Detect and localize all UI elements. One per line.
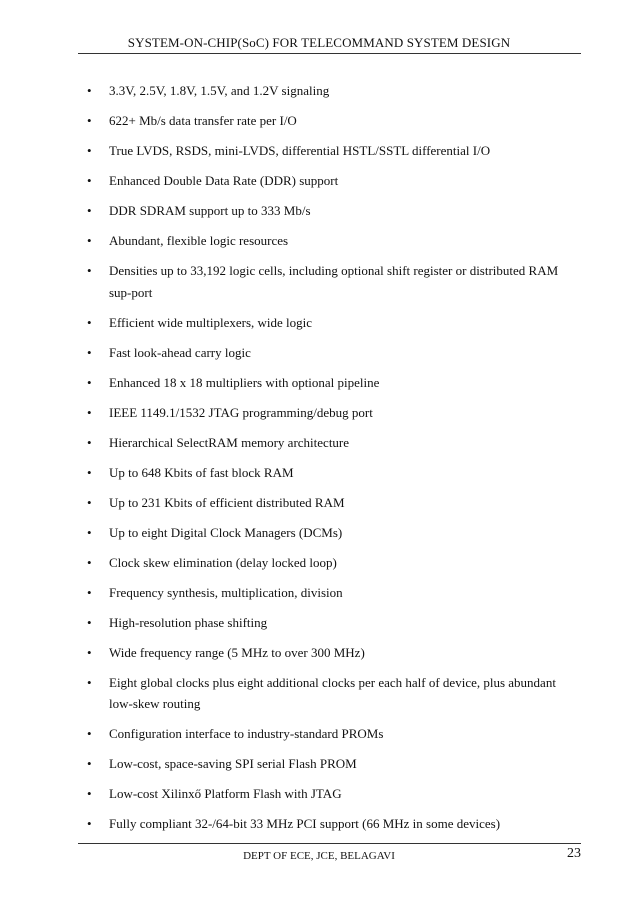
page-number: 23: [567, 846, 581, 861]
bullet-icon: •: [87, 344, 92, 360]
list-item-text: Fast look-ahead carry logic: [109, 344, 251, 360]
list-item-text: Low-cost Xilinxő Platform Flash with JTAG: [109, 786, 342, 801]
list-item: [78, 432, 581, 454]
list-item-text: IEEE 1149.1/1532 JTAG programming/debug port: [109, 404, 373, 420]
list-item: [78, 813, 581, 835]
list-item: [78, 672, 581, 715]
list-item: [78, 753, 581, 775]
bullet-icon: •: [87, 173, 92, 188]
bullet-icon: •: [87, 464, 92, 480]
bullet-icon: •: [87, 143, 92, 158]
list-item-text: High-resolution phase shifting: [109, 614, 268, 630]
list-item: [78, 170, 581, 192]
list-item-text: 3.3V, 2.5V, 1.8V, 1.5V, and 1.2V signaling: [109, 83, 330, 98]
list-item-text: Clock skew elimination (delay locked loop): [109, 554, 337, 570]
bullet-icon: •: [87, 233, 92, 248]
list-item-text: Densities up to 33,192 logic cells, including optional shift register or distributed RAM sup-port: [109, 263, 559, 300]
list-item-text: Wide frequency range (5 MHz to over 300 MHz): [109, 644, 365, 660]
list-item: [78, 402, 581, 424]
list-item-text: Enhanced Double Data Rate (DDR) support: [109, 173, 339, 188]
bullet-icon: •: [87, 113, 92, 128]
list-item-text: Configuration interface to industry-standard PROMs: [109, 726, 384, 741]
list-item: [78, 462, 581, 484]
bullet-icon: •: [87, 644, 92, 660]
list-item-text: Enhanced 18 x 18 multipliers with optional pipeline: [109, 374, 380, 390]
list-item-text: Eight global clocks plus eight additional clocks per each half of device, plus abundant low-skew routing: [109, 674, 556, 711]
list-item: [78, 312, 581, 334]
bullet-icon: •: [87, 434, 92, 450]
bullet-icon: •: [87, 263, 92, 278]
bullet-icon: •: [87, 494, 92, 510]
bullet-icon: •: [87, 816, 92, 831]
list-item-text: Frequency synthesis, multiplication, division: [109, 584, 343, 600]
footer-rule: [78, 843, 581, 844]
list-item: [78, 110, 581, 132]
bullet-icon: •: [87, 203, 92, 218]
bullet-icon: •: [87, 83, 92, 98]
list-item: [78, 522, 581, 544]
bullet-icon: •: [87, 786, 92, 801]
bullet-icon: •: [87, 614, 92, 630]
list-item: [78, 552, 581, 574]
list-item: [78, 342, 581, 364]
list-item: [78, 200, 581, 222]
list-item-text: Abundant, flexible logic resources: [109, 233, 289, 248]
bullet-icon: •: [87, 314, 92, 330]
list-item: [78, 783, 581, 805]
list-item: [78, 140, 581, 162]
footer-department: DEPT OF ECE, JCE, BELAGAVI: [243, 850, 395, 862]
list-item-text: Up to 231 Kbits of efficient distributed RAM: [109, 494, 345, 510]
list-item: [78, 260, 581, 303]
bullet-icon: •: [87, 524, 92, 540]
list-item-text: Fully compliant 32-/64-bit 33 MHz PCI support (66 MHz in some devices): [109, 816, 501, 831]
bullet-icon: •: [87, 584, 92, 600]
running-header: SYSTEM-ON-CHIP(SoC) FOR TELECOMMAND SYSTEM DESIGN: [127, 35, 511, 50]
list-item-text: Up to 648 Kbits of fast block RAM: [109, 464, 294, 480]
list-item-text: 622+ Mb/s data transfer rate per I/O: [109, 113, 297, 128]
list-item: [78, 372, 581, 394]
list-item-text: Hierarchical SelectRAM memory architecture: [109, 434, 350, 450]
list-item: [78, 230, 581, 252]
bullet-icon: •: [87, 726, 92, 741]
list-item: [78, 80, 581, 102]
list-item: [78, 612, 581, 634]
list-item-text: Low-cost, space-saving SPI serial Flash PROM: [109, 756, 357, 771]
list-item: [78, 723, 581, 745]
list-item-text: Up to eight Digital Clock Managers (DCMs): [109, 524, 343, 540]
bullet-icon: •: [87, 756, 92, 771]
list-item: [78, 582, 581, 604]
bullet-icon: •: [87, 374, 92, 390]
bullet-icon: •: [87, 674, 92, 690]
feature-list: [78, 80, 581, 843]
list-item-text: Efficient wide multiplexers, wide logic: [109, 314, 313, 330]
header-rule: [78, 53, 581, 54]
list-item: [78, 642, 581, 664]
list-item-text: DDR SDRAM support up to 333 Mb/s: [109, 203, 311, 218]
bullet-icon: •: [87, 404, 92, 420]
bullet-icon: •: [87, 554, 92, 570]
list-item-text: True LVDS, RSDS, mini-LVDS, differential HSTL/SSTL differential I/O: [109, 143, 491, 158]
list-item: [78, 492, 581, 514]
